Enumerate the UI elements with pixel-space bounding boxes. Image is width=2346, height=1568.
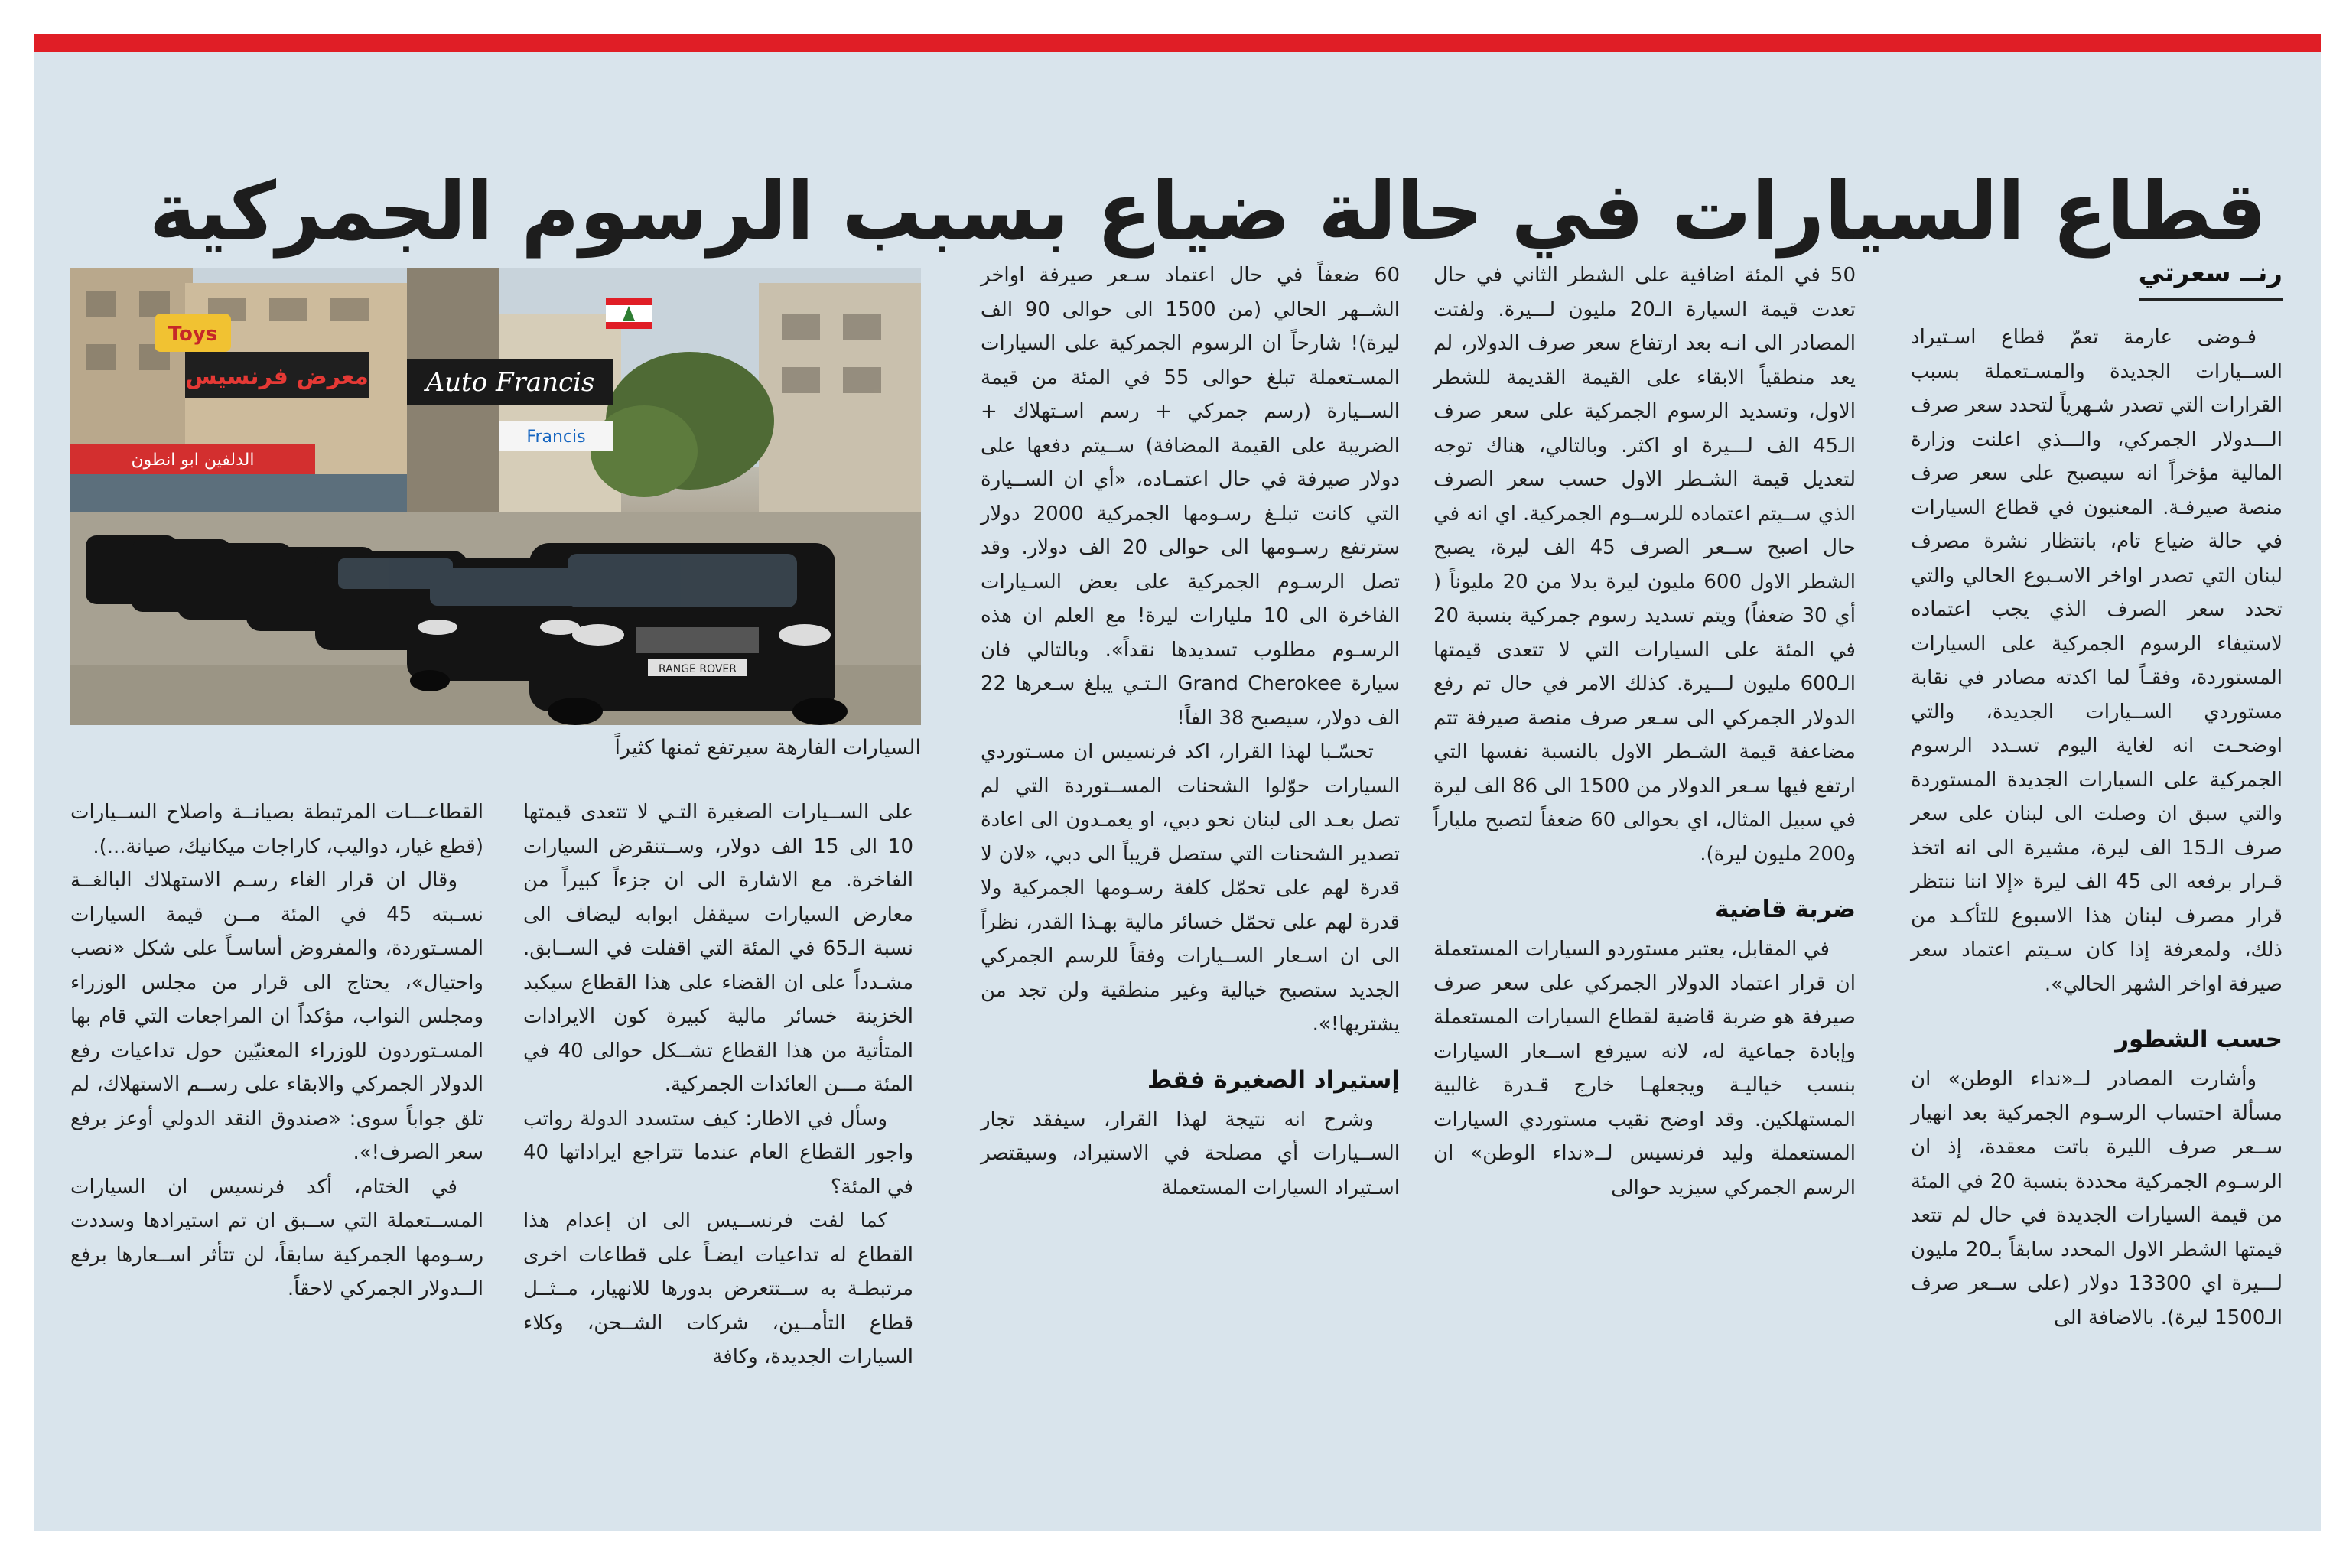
article-paragraph: وقال ان قرار الغاء رسـم الاستهلاك البالغــة نسـبته 45 في المئة مــن قيمة السيارات المسـتوردة، والمفروض أساسـاً على شكل «نصب واحتيال»، يحتاج الى قرار من مجلس الوزراء ومجلس النواب، مؤكداً ان المراجعات التي قام بها المسـتوردون للوزراء المعنيّين حول تداعيات رفع الدولار الجمركي والابقاء على رســم الاستهلاك، لم تلق جواباً سوى: «صندوق النقد الدولي أوعز برفع سعر الصرف!». — [70, 869, 483, 1164]
article-paragraph: في المقابل، يعتبر مستوردو السيارات المستعملة ان قرار اعتماد الدولار الجمركي على سعر صرف صيرفة هو ضربة قاضية لقطاع السيارات المستعملة وإبادة جماعية له، لانه سيرفع اســعار السيارات بنسب خياليـة ويجعلهـا خارج قـدرة غالبية المستهلكين. وقد اوضح نقيب مستوردي السيارات المستعملة وليد فرنسيس لــ«نداء الوطن» ان الرسم الجمركي سيزيد حوالى — [1433, 938, 1856, 1199]
article-paragraph: تحسّـبا لهذا القرار، اكد فرنسيس ان مسـتوردي السيارات حوّلوا الشحنات المســتوردة التي لم تصل بعـد الى لبنان نحو دبي، او يعمـدون الى اعادة تصدير الشحنات التي ستصل قريباً الى دبي، «لان لا قدرة لهم على تحمّل كلفة رسـومها الجمركية ولا قدرة لهم على تحمّل خسائر مالية بهـذا القدر، نظراً الى ان اسـعار الســيارات وفقاً للرسم الجمركي الجديد ستصبح خيالية وغير منطقية ولن تجد من يشتريها!». — [981, 740, 1400, 1036]
column-2-body — [1433, 259, 1856, 1205]
article-headline: قطاع السيارات في حالة ضياع بسبب الرسوم الجمركية — [148, 164, 2267, 258]
article-column-5 — [70, 795, 483, 1306]
article-paragraph: وسأل في الاطار: كيف ستسدد الدولة رواتب واجور القطاع العام عندما تتراجع ايراداتها 40 في المئة؟ — [523, 1107, 913, 1199]
column-3-body — [981, 259, 1400, 1205]
car-dealership-photo — [70, 268, 921, 725]
francis-small-sign-text: Francis — [526, 428, 586, 447]
car-plate-text: RANGE ROVER — [658, 663, 737, 675]
newspaper-page — [34, 34, 2321, 1531]
article-paragraph: فـوضى عارمة تعمّ قطاع اسـتيراد الســيارات الجديدة والمسـتعملة بسبب القرارات التي تصدر شـهرياً لتحدد سعر صرف الـــدولار الجمركي، والـــذي اعلنت وزارة المالية مؤخراً انه سيصبح على سعر صرف منصة صيرفـة. المعنيون في قطاع السيارات في حالة ضياع تام، بانتظار نشرة مصرف لبنان التي تصدر اواخر الاسـبوع الحالي والتي تحدد سعر الصرف الذي يجب اعتماده لاستيفاء الرسوم الجمركية على السيارات المستوردة، وفقـاً لما اكدته مصادر في نقابة مستوردي الســيارات الجديدة، والتي اوضحـت انه لغاية اليوم تسـدد الرسوم الجمركية على السيارات الجديدة المستوردة والتي سبق ان وصلت الى لبنان على سعر صرف الـ15 الف ليرة، مشيرة الى انه اتخذ قـرار برفعه الى 45 الف ليرة «إلا اننا ننتظر قرار مصرف لبنان هذا الاسبوع للتأكـد من ذلك، ولمعرفة إذا كان سـيتم اعتماد سعر صيرفة اواخر الشهر الحالي». — [1911, 326, 2283, 996]
article-paragraph: 60 ضعفاً في حال اعتماد سـعر صيرفة اواخر الشــهر الحالي (من 1500 الى حوالى 90 الف ليرة)! شارحاً ان الرسوم الجمركية على السيارات المسـتعملة تبلغ حوالى 55 في المئة من قيمة الســيارة (رسم جمركي + رسم اسـتهلاك + الضريبة على القيمة المضافة) ســيتم دفعها على دولار صيرفة في حال اعتمـاده، «أي ان الســيارة التي كانت تبلـغ رسـومها الجمركية 2000 دولار سترتفع رسـومها الى حوالى 20 الف دولار. وقد تصل الرسـوم الجمركية على بعض السـيارات الفاخرة الى 10 مليارات ليرة! مع العلم ان هذه الرسـوم مطلوب تسديدها نقداً». وبالتالي فان سيارة Grand Cherokee الـتـي يبلغ سـعرها 22 الف دولار، سيصبح 38 الفاً! — [981, 264, 1401, 730]
arabic-dealer-sign-text: معرض فرنسيس — [185, 363, 369, 390]
column-5-body — [70, 795, 483, 1306]
column-4-body — [523, 795, 913, 1374]
article-column-2 — [1433, 259, 1856, 1205]
article-paragraph: وأشارت المصادر لــ«نداء الوطن» ان مسألة احتساب الرسـوم الجمركية بعد انهيار ســعر صرف الليرة باتت معقدة، إذ ان الرسـوم الجمركية محددة بنسبة 20 في المئة من قيمة السيارات الجديدة في حال لم تتعد قيمتها الشطر الاول المحدد سابقاً بـ20 مليون لـــيرة اي 13300 دولار (على ســعر صرف الـ1500 ليرة). بالاضافة الى — [1911, 1068, 2283, 1329]
photo-illustration — [70, 268, 921, 725]
article-paragraph: 50 في المئة اضافية على الشطر الثاني في حال تعدت قيمة السيارة الـ20 مليون لـــيرة. ولفتت المصادر الى انـه بعد ارتفاع سعر صرف الدولار، لم يعد منطقياً الابقاء على القيمة القديمة للشطر الاول، وتسديد الرسوم الجمركية على سعر صرف الـ45 الف لـــيرة او اكثر. وبالتالي، هناك توجه لتعديل قيمة الشـطر الاول حسب سعر الصرف الذي ســيتم اعتماده للرســوم الجمركية. اي انه في حال اصبح ســعر الصرف 45 الف ليرة، يصبح الشطر الاول 600 مليون ليرة بدلا من 20 مليوناً ( أي 30 ضعفاً) ويتم تسديد رسوم جمركية بنسبة 20 في المئة على السيارات التي لا تتعدى قيمتها الـ600 مليون لـــيرة. كذلك الامر في حال تم رفع الدولار الجمركي الى سـعر صرف منصة صيرفة تتم مضاعفة قيمة الشـطر الاول بالنسبة نفسها التي ارتفع فيها سـعر الدولار من 1500 الى 86 الف ليرة في سبيل المثال، اي بحوالى 60 ضعفاً لتصبح ملياراً و200 مليون ليرة). — [1433, 264, 1856, 866]
article-column-3 — [981, 259, 1400, 1205]
article-paragraph: على الســيارات الصغيرة التـي لا تتعدى قيمتها 10 الى 15 الف دولار، وســتنقرض السيارات الفاخرة. مع الاشارة الى ان جزءاً كبيراً من معارض السيارات سيقفل ابوابه ليضاف الى نسبة الـ65 في المئة التي اقفلت في الســابق. مشـدداً على ان القضاء على هذا القطاع سيكبد الخزينة خسائر مالية كبيرة كون الايرادات المتأتية من هذا القطاع تشــكل حوالى 40 في المئة مـــن العائدات الجمركية. — [523, 801, 913, 1096]
top-red-rule — [34, 34, 2321, 52]
article-paragraph: القطاعـــات المرتبطة بصيانــة واصلاح الســيارات (قطع غيار، دواليب، كاراجات ميكانيك، صيانة...). — [70, 801, 483, 858]
article-paragraph: في الختام، أكد فرنسيس ان السيارات المســتعملة التي ســبق ان تم استيرادها وسددت رسـومها الجمركية سابقاً، لن تتأثر اســعارها برفع الــدولار الجمركي لاحقاً. — [70, 1175, 483, 1300]
article-column-4 — [523, 795, 913, 1374]
section-subheading: ضربة قاضية — [1715, 896, 1856, 923]
shop-sign-text: الدلفين ابو انطون — [131, 451, 255, 470]
column-1-body — [1911, 320, 2283, 1335]
section-subheading: إستيراد الصغيرة فقط — [1147, 1065, 1400, 1094]
section-subheading: حسب الشطور — [2115, 1026, 2283, 1053]
photo-caption: السيارات الفارهة سيرتفع ثمنها كثيراً — [614, 736, 921, 760]
article-column-1 — [1911, 252, 2283, 1335]
auto-francis-sign-text: Auto Francis — [425, 367, 595, 398]
toys-sign-text: Toys — [168, 323, 218, 346]
author-byline: رنــ سعرتي — [2139, 252, 2283, 301]
article-paragraph: وشرح انه نتيجة لهذا القرار، سيفقد تجار الســيارات أي مصلحة في الاستيراد، وسيقتصر اسـتيراد السيارات المستعملة — [981, 1108, 1400, 1199]
article-paragraph: كما لفت فرنســيس الى ان إعدام هذا القطاع له تداعيات ايضـاً على قطاعات اخرى مرتبطـة به ســتتعرض بدورها للانهيار، مــثــل قطاع التأمــين، شركات الشــحن، وكلاء السيارات الجديدة، وكافة — [523, 1209, 913, 1368]
